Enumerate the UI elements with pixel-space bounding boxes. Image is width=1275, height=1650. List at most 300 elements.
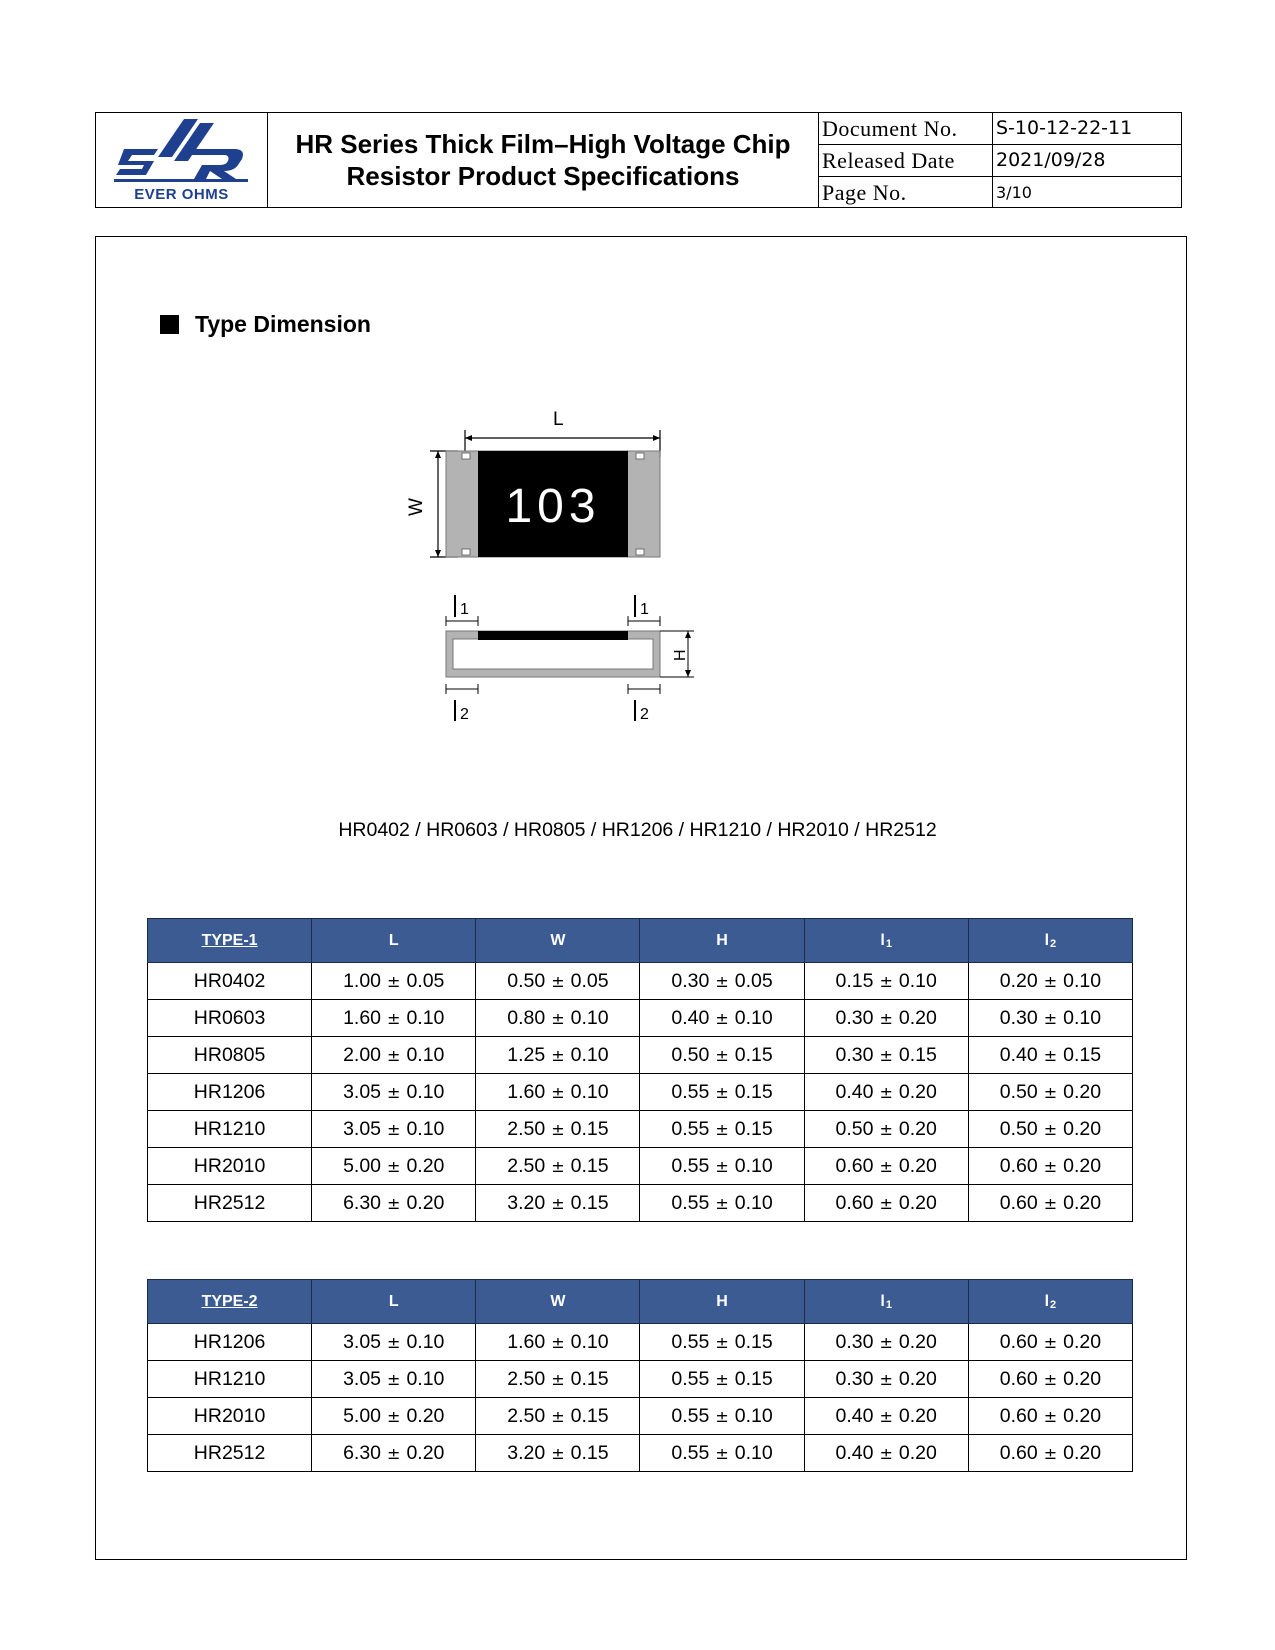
plus-minus-symbol: ± xyxy=(715,1443,729,1463)
plus-minus-symbol: ± xyxy=(387,971,401,991)
dimension-cell xyxy=(476,1148,640,1185)
column-header-subscript: 1 xyxy=(885,1298,892,1311)
plus-minus-symbol: ± xyxy=(551,1406,565,1426)
tolerance-value: 0.20 xyxy=(1063,1117,1102,1140)
column-header xyxy=(968,1280,1132,1324)
nominal-value: 0.60 xyxy=(999,1404,1038,1427)
tolerance-value: 0.20 xyxy=(1063,1367,1102,1390)
tolerance-value: 0.15 xyxy=(734,1367,773,1390)
column-header-label: TYPE-1 xyxy=(201,931,258,949)
plus-minus-symbol: ± xyxy=(879,1332,893,1352)
plus-minus-symbol: ± xyxy=(715,1008,729,1028)
top-view xyxy=(406,409,660,557)
nominal-value: 0.30 xyxy=(835,1043,874,1066)
dimension-cell xyxy=(804,1398,968,1435)
model-cell: HR0603 xyxy=(148,1000,312,1037)
tolerance-value: 0.20 xyxy=(898,1191,937,1214)
plus-minus-symbol: ± xyxy=(551,1156,565,1176)
nominal-value: 0.55 xyxy=(671,1117,710,1140)
tolerance-value: 0.15 xyxy=(570,1191,609,1214)
column-header-subscript: 2 xyxy=(1050,937,1057,950)
tolerance-value: 0.10 xyxy=(734,1006,773,1029)
plus-minus-symbol: ± xyxy=(1043,1156,1058,1176)
tolerance-value: 0.10 xyxy=(1063,1006,1102,1029)
dimension-cell xyxy=(476,1324,640,1361)
tolerance-value: 0.15 xyxy=(734,1043,773,1066)
tolerance-value: 0.10 xyxy=(570,1043,609,1066)
nominal-value: 0.55 xyxy=(671,1154,710,1177)
nominal-value: 1.60 xyxy=(343,1006,382,1029)
dimension-cell xyxy=(640,963,804,1000)
plus-minus-symbol: ± xyxy=(715,971,729,991)
column-header xyxy=(640,1280,804,1324)
plus-minus-symbol: ± xyxy=(879,1045,893,1065)
plus-minus-symbol: ± xyxy=(387,1045,401,1065)
tolerance-value: 0.15 xyxy=(734,1080,773,1103)
column-header-label: L xyxy=(388,1292,399,1310)
nominal-value: 0.60 xyxy=(999,1154,1038,1177)
plus-minus-symbol: ± xyxy=(1043,1008,1058,1028)
document-title xyxy=(268,113,819,207)
nominal-value: 1.60 xyxy=(507,1330,546,1353)
nominal-value: 0.60 xyxy=(999,1367,1038,1390)
plus-minus-symbol: ± xyxy=(879,1193,893,1213)
dimension-cell xyxy=(640,1398,804,1435)
plus-minus-symbol: ± xyxy=(715,1332,729,1352)
type-2-dimension-table xyxy=(147,1279,1133,1472)
dimension-cell xyxy=(968,1398,1132,1435)
dimension-cell xyxy=(968,1111,1132,1148)
dimension-cell xyxy=(476,1000,640,1037)
nominal-value: 6.30 xyxy=(343,1441,382,1464)
label-l1-right: 1 xyxy=(640,601,649,618)
tolerance-value: 0.20 xyxy=(1063,1404,1102,1427)
dimension-cell xyxy=(312,1185,476,1222)
tolerance-value: 0.15 xyxy=(1063,1043,1102,1066)
table-row xyxy=(148,1324,1133,1361)
model-cell: HR2512 xyxy=(148,1435,312,1472)
tolerance-value: 0.15 xyxy=(734,1330,773,1353)
dimension-cell xyxy=(968,1074,1132,1111)
table-body xyxy=(148,963,1133,1222)
nominal-value: 3.05 xyxy=(343,1330,382,1353)
dimension-cell xyxy=(640,1435,804,1472)
column-header xyxy=(148,1280,312,1324)
dimension-cell xyxy=(804,1111,968,1148)
dimension-cell xyxy=(312,1037,476,1074)
dimension-cell xyxy=(804,1185,968,1222)
plus-minus-symbol: ± xyxy=(1043,971,1058,991)
plus-minus-symbol: ± xyxy=(1043,1119,1058,1139)
dimension-cell xyxy=(804,1435,968,1472)
plus-minus-symbol: ± xyxy=(879,1082,893,1102)
table-head xyxy=(148,919,1133,963)
plus-minus-symbol: ± xyxy=(387,1369,401,1389)
plus-minus-symbol: ± xyxy=(1043,1332,1058,1352)
plus-minus-symbol: ± xyxy=(551,1369,565,1389)
tolerance-value: 0.10 xyxy=(406,1117,445,1140)
dimension-cell xyxy=(640,1111,804,1148)
plus-minus-symbol: ± xyxy=(879,1406,893,1426)
model-cell: HR1206 xyxy=(148,1324,312,1361)
nominal-value: 2.00 xyxy=(343,1043,382,1066)
plus-minus-symbol: ± xyxy=(387,1332,401,1352)
tolerance-value: 0.10 xyxy=(734,1191,773,1214)
dimension-cell xyxy=(312,1148,476,1185)
model-cell: HR0402 xyxy=(148,963,312,1000)
tolerance-value: 0.20 xyxy=(1063,1191,1102,1214)
nominal-value: 0.40 xyxy=(671,1006,710,1029)
plus-minus-symbol: ± xyxy=(1043,1443,1058,1463)
nominal-value: 0.20 xyxy=(999,969,1038,992)
tolerance-value: 0.10 xyxy=(406,1330,445,1353)
plus-minus-symbol: ± xyxy=(879,1156,893,1176)
plus-minus-symbol: ± xyxy=(1043,1369,1058,1389)
plus-minus-symbol: ± xyxy=(551,1332,565,1352)
dimension-cell xyxy=(968,1000,1132,1037)
nominal-value: 5.00 xyxy=(343,1404,382,1427)
tolerance-value: 0.10 xyxy=(406,1043,445,1066)
column-header xyxy=(968,919,1132,963)
nominal-value: 0.50 xyxy=(999,1080,1038,1103)
nominal-value: 0.60 xyxy=(835,1154,874,1177)
nominal-value: 3.20 xyxy=(507,1191,546,1214)
brand-name: EVER OHMS xyxy=(134,186,229,203)
dimension-cell xyxy=(968,1324,1132,1361)
dimension-cell xyxy=(476,1435,640,1472)
dimension-cell xyxy=(312,963,476,1000)
nominal-value: 0.30 xyxy=(999,1006,1038,1029)
column-header xyxy=(312,919,476,963)
dimension-diagram xyxy=(400,405,740,765)
nominal-value: 2.50 xyxy=(507,1404,546,1427)
nominal-value: 0.50 xyxy=(507,969,546,992)
column-header xyxy=(476,919,640,963)
nominal-value: 0.30 xyxy=(671,969,710,992)
company-logo xyxy=(96,113,268,207)
dimension-cell xyxy=(640,1324,804,1361)
tolerance-value: 0.10 xyxy=(734,1154,773,1177)
plus-minus-symbol: ± xyxy=(551,1119,565,1139)
nominal-value: 2.50 xyxy=(507,1367,546,1390)
tolerance-value: 0.20 xyxy=(406,1154,445,1177)
dimension-cell xyxy=(804,1000,968,1037)
plus-minus-symbol: ± xyxy=(879,1369,893,1389)
tolerance-value: 0.20 xyxy=(1063,1330,1102,1353)
column-header xyxy=(312,1280,476,1324)
header-row xyxy=(148,1280,1133,1324)
label-L: L xyxy=(553,409,564,430)
dimension-cell xyxy=(312,1000,476,1037)
plus-minus-symbol: ± xyxy=(387,1443,401,1463)
column-header-label: W xyxy=(550,1292,566,1310)
nominal-value: 0.55 xyxy=(671,1367,710,1390)
dimension-cell xyxy=(476,963,640,1000)
plus-minus-symbol: ± xyxy=(387,1119,401,1139)
nominal-value: 0.40 xyxy=(999,1043,1038,1066)
plus-minus-symbol: ± xyxy=(715,1045,729,1065)
column-header-label: L xyxy=(388,931,399,949)
dimension-cell xyxy=(804,1037,968,1074)
nominal-value: 1.25 xyxy=(507,1043,546,1066)
label-l2-left: 2 xyxy=(460,706,469,723)
tolerance-value: 0.05 xyxy=(406,969,445,992)
nominal-value: 0.60 xyxy=(999,1191,1038,1214)
tolerance-value: 0.15 xyxy=(570,1441,609,1464)
plus-minus-symbol: ± xyxy=(387,1008,401,1028)
tolerance-value: 0.05 xyxy=(734,969,773,992)
column-header xyxy=(476,1280,640,1324)
dimension-cell xyxy=(312,1324,476,1361)
nominal-value: 2.50 xyxy=(507,1154,546,1177)
plus-minus-symbol: ± xyxy=(715,1193,729,1213)
nominal-value: 0.15 xyxy=(835,969,874,992)
plus-minus-symbol: ± xyxy=(387,1082,401,1102)
column-header-subscript: 2 xyxy=(1050,1298,1057,1311)
plus-minus-symbol: ± xyxy=(879,1443,893,1463)
nominal-value: 0.55 xyxy=(671,1330,710,1353)
nominal-value: 0.40 xyxy=(835,1441,874,1464)
tolerance-value: 0.20 xyxy=(406,1404,445,1427)
ever-ohms-logo-icon xyxy=(114,119,248,185)
table-row xyxy=(148,1037,1133,1074)
column-header xyxy=(148,919,312,963)
page-no-value: 3/10 xyxy=(996,183,1032,202)
nominal-value: 3.05 xyxy=(343,1117,382,1140)
dimension-cell xyxy=(804,1361,968,1398)
dimension-cell xyxy=(968,1361,1132,1398)
tolerance-value: 0.10 xyxy=(406,1080,445,1103)
plus-minus-symbol: ± xyxy=(1043,1045,1058,1065)
document-no-label: Document No. xyxy=(819,113,993,145)
nominal-value: 0.50 xyxy=(999,1117,1038,1140)
model-cell: HR2512 xyxy=(148,1185,312,1222)
dimension-cell xyxy=(312,1074,476,1111)
tolerance-value: 0.10 xyxy=(1063,969,1102,992)
column-header xyxy=(640,919,804,963)
tolerance-value: 0.10 xyxy=(570,1080,609,1103)
plus-minus-symbol: ± xyxy=(715,1119,729,1139)
plus-minus-symbol: ± xyxy=(1043,1406,1058,1426)
plus-minus-symbol: ± xyxy=(879,1119,893,1139)
tolerance-value: 0.20 xyxy=(1063,1080,1102,1103)
released-date-value: 2021/09/28 xyxy=(993,145,1181,177)
dimension-cell xyxy=(476,1398,640,1435)
table-row xyxy=(148,1185,1133,1222)
tolerance-value: 0.05 xyxy=(570,969,609,992)
side-view xyxy=(446,595,694,723)
tolerance-value: 0.20 xyxy=(1063,1154,1102,1177)
model-cell: HR1206 xyxy=(148,1074,312,1111)
label-H: H xyxy=(672,649,689,661)
table-row xyxy=(148,1074,1133,1111)
dimension-cell xyxy=(968,1435,1132,1472)
column-header-label: H xyxy=(716,931,728,949)
table-row xyxy=(148,963,1133,1000)
plus-minus-symbol: ± xyxy=(715,1369,729,1389)
table-body xyxy=(148,1324,1133,1472)
tolerance-value: 0.20 xyxy=(898,1367,937,1390)
tolerance-value: 0.10 xyxy=(406,1367,445,1390)
plus-minus-symbol: ± xyxy=(551,971,565,991)
model-cell: HR0805 xyxy=(148,1037,312,1074)
label-l2-right: 2 xyxy=(640,706,649,723)
column-header-label: l xyxy=(880,1292,885,1310)
plus-minus-symbol: ± xyxy=(551,1082,565,1102)
models-caption: HR0402 / HR0603 / HR0805 / HR1206 / HR1210 / HR2010 / HR2512 xyxy=(338,819,937,841)
released-date-label: Released Date xyxy=(819,145,993,177)
plus-minus-symbol: ± xyxy=(387,1156,401,1176)
plus-minus-symbol: ± xyxy=(715,1082,729,1102)
tolerance-value: 0.15 xyxy=(570,1117,609,1140)
table-row xyxy=(148,1000,1133,1037)
tolerance-value: 0.20 xyxy=(898,1080,937,1103)
dimension-cell xyxy=(968,1148,1132,1185)
dimension-cell xyxy=(476,1037,640,1074)
column-header-label: l xyxy=(880,931,885,949)
table-row xyxy=(148,1435,1133,1472)
nominal-value: 0.60 xyxy=(999,1330,1038,1353)
tolerance-value: 0.20 xyxy=(1063,1441,1102,1464)
nominal-value: 0.60 xyxy=(999,1441,1038,1464)
title-line-2: Resistor Product Specifications xyxy=(346,161,740,191)
document-no-value: S-10-12-22-11 xyxy=(993,113,1181,145)
column-header-label: l xyxy=(1044,1292,1050,1310)
model-cell: HR1210 xyxy=(148,1111,312,1148)
tolerance-value: 0.15 xyxy=(570,1367,609,1390)
plus-minus-symbol: ± xyxy=(551,1193,565,1213)
plus-minus-symbol: ± xyxy=(715,1406,729,1426)
nominal-value: 1.60 xyxy=(507,1080,546,1103)
dimension-cell xyxy=(804,1074,968,1111)
dimension-cell xyxy=(312,1435,476,1472)
table-head xyxy=(148,1280,1133,1324)
tolerance-value: 0.20 xyxy=(898,1006,937,1029)
document-header xyxy=(95,112,1182,208)
header-row xyxy=(148,919,1133,963)
nominal-value: 0.55 xyxy=(671,1080,710,1103)
type-1-dimension-table xyxy=(147,918,1133,1222)
model-cell: HR1210 xyxy=(148,1361,312,1398)
dimension-cell xyxy=(476,1361,640,1398)
nominal-value: 3.05 xyxy=(343,1080,382,1103)
plus-minus-symbol: ± xyxy=(387,1193,401,1213)
dimension-cell xyxy=(312,1398,476,1435)
nominal-value: 3.05 xyxy=(343,1367,382,1390)
tolerance-value: 0.15 xyxy=(898,1043,937,1066)
nominal-value: 0.40 xyxy=(835,1404,874,1427)
tolerance-value: 0.10 xyxy=(570,1006,609,1029)
column-header-label: W xyxy=(550,931,566,949)
tolerance-value: 0.10 xyxy=(734,1404,773,1427)
dimension-cell xyxy=(968,1185,1132,1222)
tolerance-value: 0.20 xyxy=(898,1117,937,1140)
dimension-cell xyxy=(804,963,968,1000)
nominal-value: 0.55 xyxy=(671,1404,710,1427)
plus-minus-symbol: ± xyxy=(1043,1082,1058,1102)
nominal-value: 3.20 xyxy=(507,1441,546,1464)
nominal-value: 0.80 xyxy=(507,1006,546,1029)
tolerance-value: 0.20 xyxy=(406,1441,445,1464)
tolerance-value: 0.20 xyxy=(898,1330,937,1353)
tolerance-value: 0.20 xyxy=(898,1441,937,1464)
dimension-cell xyxy=(804,1324,968,1361)
dimension-cell xyxy=(640,1185,804,1222)
nominal-value: 0.55 xyxy=(671,1441,710,1464)
column-header-label: l xyxy=(1044,931,1050,949)
plus-minus-symbol: ± xyxy=(387,1406,401,1426)
model-cell: HR2010 xyxy=(148,1148,312,1185)
tolerance-value: 0.20 xyxy=(898,1154,937,1177)
tolerance-value: 0.20 xyxy=(898,1404,937,1427)
dimension-cell xyxy=(640,1000,804,1037)
dimension-cell xyxy=(476,1185,640,1222)
plus-minus-symbol: ± xyxy=(879,971,893,991)
column-header xyxy=(804,919,968,963)
column-header-label: TYPE-2 xyxy=(201,1292,258,1310)
title-line-1: HR Series Thick Film–High Voltage Chip xyxy=(295,129,791,159)
nominal-value: 0.30 xyxy=(835,1006,874,1029)
page-no-label: Page No. xyxy=(819,177,993,208)
plus-minus-symbol: ± xyxy=(1043,1193,1058,1213)
tolerance-value: 0.10 xyxy=(734,1441,773,1464)
tolerance-value: 0.10 xyxy=(570,1330,609,1353)
dimension-cell xyxy=(804,1148,968,1185)
tolerance-value: 0.10 xyxy=(406,1006,445,1029)
nominal-value: 0.50 xyxy=(671,1043,710,1066)
dimension-cell xyxy=(476,1074,640,1111)
column-header-subscript: 1 xyxy=(885,937,892,950)
table-row xyxy=(148,1398,1133,1435)
tolerance-value: 0.15 xyxy=(570,1404,609,1427)
nominal-value: 0.60 xyxy=(835,1191,874,1214)
dimension-cell xyxy=(968,1037,1132,1074)
column-header-label: H xyxy=(716,1292,728,1310)
section-heading xyxy=(160,311,371,338)
tolerance-value: 0.10 xyxy=(898,969,937,992)
nominal-value: 2.50 xyxy=(507,1117,546,1140)
table-row xyxy=(148,1111,1133,1148)
dimension-cell xyxy=(476,1111,640,1148)
nominal-value: 0.40 xyxy=(835,1080,874,1103)
tolerance-value: 0.20 xyxy=(406,1191,445,1214)
nominal-value: 0.50 xyxy=(835,1117,874,1140)
tolerance-value: 0.15 xyxy=(570,1154,609,1177)
plus-minus-symbol: ± xyxy=(879,1008,893,1028)
label-W: W xyxy=(406,498,427,516)
nominal-value: 5.00 xyxy=(343,1154,382,1177)
table-row xyxy=(148,1361,1133,1398)
dimension-cell xyxy=(640,1074,804,1111)
nominal-value: 1.00 xyxy=(343,969,382,992)
model-cell: HR2010 xyxy=(148,1398,312,1435)
document-meta xyxy=(819,113,1181,207)
dimension-cell xyxy=(640,1361,804,1398)
dimension-cell xyxy=(312,1111,476,1148)
bullet-square-icon xyxy=(160,315,179,334)
nominal-value: 6.30 xyxy=(343,1191,382,1214)
table-row xyxy=(148,1148,1133,1185)
nominal-value: 0.55 xyxy=(671,1191,710,1214)
chip-marking: 103 xyxy=(505,480,601,533)
dimension-cell xyxy=(640,1037,804,1074)
plus-minus-symbol: ± xyxy=(551,1008,565,1028)
label-l1-left: 1 xyxy=(460,601,469,618)
tolerance-value: 0.15 xyxy=(734,1117,773,1140)
nominal-value: 0.30 xyxy=(835,1330,874,1353)
section-title-text: Type Dimension xyxy=(195,311,371,337)
plus-minus-symbol: ± xyxy=(715,1156,729,1176)
